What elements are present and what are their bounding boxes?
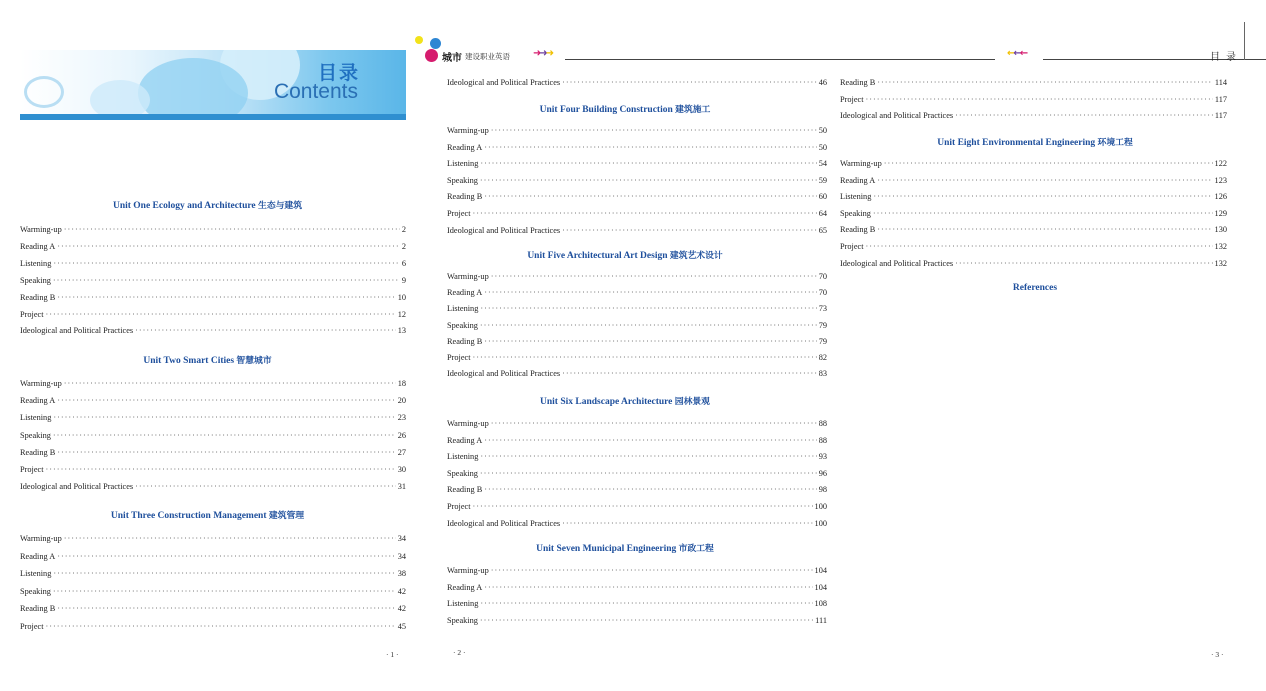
toc-entry-page: 93 (818, 452, 827, 462)
toc-entry (20, 275, 406, 286)
toc-entry (20, 447, 406, 458)
toc-entry-page: 117 (1214, 111, 1227, 120)
toc-entry (447, 287, 827, 298)
toc-entry-page: 31 (397, 482, 406, 492)
unit-title-cn: 园林景观 (674, 397, 710, 407)
toc-entry-page: 42 (397, 586, 406, 596)
toc-entry (20, 378, 406, 389)
toc-entry-page: 126 (1214, 192, 1227, 202)
dot-leader (57, 447, 395, 458)
dot-leader (46, 309, 396, 320)
toc-entry-label: Project (20, 621, 44, 631)
references-heading: References (1012, 283, 1058, 293)
dot-leader (64, 378, 396, 389)
toc-entry-label: Listening (447, 599, 479, 609)
toc-entry-label: Project (840, 242, 864, 251)
toc-entry-page: 100 (814, 518, 827, 528)
dot-leader (473, 352, 817, 363)
toc-entry-page: 79 (818, 336, 827, 346)
banner-decoration (138, 58, 248, 120)
toc-entry (447, 142, 827, 153)
dot-leader (480, 303, 816, 314)
unit-heading (0, 353, 415, 366)
dot-leader (866, 94, 1213, 105)
dot-leader (484, 582, 812, 593)
banner-title-cn: 目录 (317, 62, 360, 84)
toc-entry (20, 621, 406, 632)
toc-entry-label: Ideological and Political Practices (840, 111, 954, 120)
toc-entry (20, 224, 406, 235)
header-dot-icon (425, 49, 438, 62)
toc-entry-page: 130 (1214, 225, 1227, 235)
toc-entry-page: 2 (401, 225, 406, 234)
dot-leader (955, 110, 1213, 121)
toc-entry-label: Ideological and Political Practices (447, 78, 561, 87)
toc-entry-page: 64 (818, 209, 827, 218)
dot-leader (53, 275, 400, 286)
toc-entry (840, 241, 1227, 252)
dot-leader (480, 320, 817, 331)
dot-leader (866, 241, 1213, 252)
toc-entry-label: Reading A (447, 142, 483, 152)
toc-entry (447, 598, 827, 609)
unit-title: Unit One Ecology and Architecture (112, 201, 256, 211)
page-number: · 2 · (453, 648, 466, 657)
toc-entry (20, 292, 406, 303)
book-subtitle: 建设职业英语 (465, 52, 510, 61)
toc-entry-label: Reading A (447, 288, 483, 298)
toc-entry-label: Reading B (447, 336, 483, 346)
toc-entry-page: 88 (818, 435, 827, 445)
toc-entry (840, 110, 1227, 121)
toc-entry-label: Warming-up (447, 419, 489, 428)
toc-entry-page: 50 (818, 126, 827, 135)
toc-entry (840, 191, 1227, 202)
toc-entry-label: Listening (20, 569, 52, 578)
dot-leader (491, 565, 813, 576)
toc-entry (447, 615, 827, 626)
toc-entry (447, 175, 827, 186)
toc-entry (447, 125, 827, 136)
toc-entry (840, 208, 1227, 219)
dot-leader (562, 77, 817, 88)
banner-bar (20, 114, 406, 120)
dot-leader (53, 568, 395, 579)
toc-entry-page: 2 (401, 241, 406, 251)
toc-entry-label: Warming-up (840, 159, 882, 168)
toc-entry-page: 6 (401, 258, 406, 268)
toc-entry-label: Warming-up (447, 566, 489, 575)
toc-entry (20, 325, 406, 336)
book-title: 城市 (442, 53, 462, 64)
dot-leader (480, 615, 813, 626)
toc-entry-page: 132 (1214, 242, 1227, 251)
dot-leader (484, 435, 816, 446)
toc-entry-page: 13 (397, 326, 406, 336)
header-divider (1244, 22, 1245, 60)
unit-title: Unit Two Smart Cities (143, 356, 235, 366)
unit-title-cn: 建筑艺术设计 (669, 251, 723, 261)
toc-entry-page: 73 (818, 304, 827, 314)
dot-leader (873, 208, 1213, 219)
toc-entry-page: 79 (818, 320, 827, 330)
toc-entry-page: 34 (397, 534, 406, 543)
dot-leader (491, 418, 817, 429)
toc-entry-page: 104 (814, 582, 827, 592)
toc-entry-label: Reading B (447, 485, 483, 495)
toc-entry-page: 96 (818, 468, 827, 478)
toc-entry-label: Speaking (447, 468, 478, 478)
toc-entry-page: 100 (814, 502, 827, 511)
dot-leader (53, 258, 400, 269)
toc-entry (840, 94, 1227, 105)
toc-entry-label: Project (447, 353, 471, 362)
dot-leader (64, 533, 396, 544)
unit-heading (0, 508, 415, 521)
dot-leader (562, 518, 812, 529)
unit-title-cn: 建筑施工 (675, 105, 711, 115)
toc-entry (447, 484, 827, 495)
header-rule (835, 59, 995, 60)
page-2 (415, 0, 835, 691)
dot-leader (480, 451, 816, 462)
toc-entry-label: Listening (447, 304, 479, 314)
toc-entry-page: 122 (1214, 159, 1227, 168)
header-dot-icon (415, 36, 423, 44)
toc-entry (447, 271, 827, 282)
toc-entry (447, 501, 827, 512)
toc-entry (447, 352, 827, 363)
toc-entry-label: Reading A (20, 396, 56, 406)
dot-leader (135, 481, 396, 492)
toc-entry-page: 26 (397, 430, 406, 440)
dot-leader (57, 551, 395, 562)
header-rule (565, 59, 835, 60)
toc-entry (447, 320, 827, 331)
toc-entry (840, 77, 1227, 88)
toc-entry-page: 60 (818, 192, 827, 202)
unit-heading (415, 248, 835, 261)
unit-title: Unit Four Building Construction (539, 105, 673, 115)
toc-entry-page: 45 (397, 621, 406, 631)
dot-leader (877, 175, 1212, 186)
banner-title-en: Contents (273, 80, 358, 103)
toc-entry-page: 98 (818, 485, 827, 495)
header-arrows-icon: ←←← (1007, 48, 1027, 59)
dot-leader (562, 368, 817, 379)
toc-entry-label: Ideological and Political Practices (840, 258, 954, 268)
unit-heading (415, 541, 835, 554)
dot-leader (484, 142, 816, 153)
toc-entry-label: Project (20, 465, 44, 474)
toc-entry-page: 117 (1214, 94, 1227, 104)
toc-entry-label: Reading A (840, 175, 876, 185)
toc-entry-label: Ideological and Political Practices (447, 225, 561, 235)
toc-entry (447, 451, 827, 462)
toc-entry-label: Reading B (840, 78, 876, 87)
toc-entry-page: 38 (397, 569, 406, 578)
toc-entry (447, 582, 827, 593)
toc-entry-label: Listening (447, 452, 479, 462)
dot-leader (480, 158, 816, 169)
dot-leader (480, 598, 812, 609)
dot-leader (484, 336, 816, 347)
toc-entry-page: 82 (818, 353, 827, 362)
toc-entry-page: 65 (818, 225, 827, 235)
toc-entry-label: Speaking (840, 208, 871, 218)
section-title: 目录 (1210, 52, 1242, 63)
toc-entry (20, 258, 406, 269)
toc-entry (447, 468, 827, 479)
toc-entry-page: 129 (1214, 208, 1227, 218)
unit-title-cn: 智慧城市 (236, 356, 272, 366)
dot-leader (57, 603, 395, 614)
toc-entry (447, 225, 827, 236)
toc-entry-page: 10 (397, 292, 406, 302)
toc-entry (20, 395, 406, 406)
toc-entry-label: Reading A (447, 435, 483, 445)
toc-entry-label: Project (447, 209, 471, 218)
toc-entry (20, 533, 406, 544)
toc-entry (840, 175, 1227, 186)
dot-leader (480, 468, 817, 479)
unit-title: Unit Six Landscape Architecture (540, 397, 673, 407)
toc-entry-page: 46 (818, 78, 827, 87)
toc-entry-page: 70 (818, 272, 827, 281)
toc-entry (447, 368, 827, 379)
toc-entry-label: Warming-up (20, 225, 62, 234)
dot-leader (57, 241, 400, 252)
contents-banner (20, 50, 406, 120)
toc-entry-page: 104 (814, 566, 827, 575)
toc-entry-page: 54 (818, 159, 827, 169)
toc-entry (447, 336, 827, 347)
toc-entry (447, 77, 827, 88)
dot-leader (473, 501, 813, 512)
toc-entry-page: 34 (397, 551, 406, 561)
header-dot-icon (430, 38, 441, 49)
toc-entry (447, 435, 827, 446)
toc-entry-label: Ideological and Political Practices (20, 482, 134, 492)
toc-entry (20, 586, 406, 597)
toc-entry-label: Listening (20, 258, 52, 268)
toc-entry (20, 464, 406, 475)
toc-entry (840, 224, 1227, 235)
toc-entry-page: 88 (818, 419, 827, 428)
toc-entry-label: Warming-up (447, 126, 489, 135)
toc-entry-page: 123 (1214, 175, 1227, 185)
toc-entry (447, 191, 827, 202)
toc-entry (20, 241, 406, 252)
toc-entry (20, 551, 406, 562)
dot-leader (473, 208, 817, 219)
dot-leader (884, 158, 1213, 169)
dot-leader (562, 225, 817, 236)
toc-entry-label: Project (840, 94, 864, 104)
toc-entry-label: Reading B (20, 447, 56, 457)
page-number: · 1 · (386, 650, 399, 659)
toc-entry (447, 208, 827, 219)
toc-entry (447, 418, 827, 429)
toc-entry-label: Reading B (20, 292, 56, 302)
toc-entry-label: Reading B (840, 225, 876, 235)
dot-leader (480, 175, 817, 186)
unit-title-cn: 生态与建筑 (258, 201, 303, 211)
toc-entry-page: 27 (397, 447, 406, 457)
dot-leader (53, 586, 396, 597)
toc-entry-label: Warming-up (447, 272, 489, 281)
page-number: · 3 · (1211, 650, 1224, 659)
dot-leader (491, 271, 817, 282)
dot-leader (53, 412, 395, 423)
dot-leader (57, 292, 395, 303)
header-arrows-icon: ➜➜➜ (533, 48, 553, 59)
toc-entry-page: 42 (397, 604, 406, 613)
unit-title-cn: 建筑管理 (268, 511, 305, 521)
toc-entry-label: Warming-up (20, 534, 62, 543)
toc-entry (840, 158, 1227, 169)
toc-entry-label: Listening (840, 192, 872, 202)
toc-entry-label: Project (447, 502, 471, 511)
toc-entry-page: 111 (815, 615, 827, 625)
toc-entry-label: Ideological and Political Practices (20, 326, 134, 336)
toc-entry (447, 158, 827, 169)
toc-entry-label: Listening (20, 413, 52, 423)
toc-entry-page: 70 (818, 288, 827, 298)
toc-entry-label: Ideological and Political Practices (447, 518, 561, 528)
toc-entry (447, 518, 827, 529)
unit-heading (0, 198, 415, 211)
toc-entry-page: 59 (818, 175, 827, 185)
toc-entry-label: Reading B (447, 192, 483, 202)
unit-heading (415, 102, 835, 115)
banner-decoration (24, 76, 64, 108)
toc-entry-page: 114 (1214, 78, 1227, 87)
toc-entry (447, 565, 827, 576)
page-1 (0, 0, 415, 691)
toc-entry-label: Speaking (447, 175, 478, 185)
toc-entry-label: Speaking (20, 275, 51, 285)
unit-heading (415, 394, 835, 407)
toc-entry (447, 303, 827, 314)
toc-entry (840, 258, 1227, 269)
dot-leader (46, 621, 396, 632)
toc-entry-label: Reading A (20, 551, 56, 561)
toc-entry-page: 108 (814, 599, 827, 609)
toc-entry (20, 568, 406, 579)
toc-entry-label: Ideological and Political Practices (447, 369, 561, 379)
page-3 (835, 0, 1266, 691)
toc-entry (20, 309, 406, 320)
toc-entry-label: Speaking (447, 320, 478, 330)
toc-entry-page: 20 (397, 396, 406, 406)
unit-title-cn: 市政工程 (678, 544, 714, 554)
toc-entry-page: 9 (401, 275, 406, 285)
toc-entry (20, 412, 406, 423)
dot-leader (484, 484, 816, 495)
dot-leader (57, 395, 395, 406)
toc-entry-label: Warming-up (20, 379, 62, 388)
toc-entry-label: Speaking (20, 586, 51, 596)
dot-leader (484, 191, 816, 202)
dot-leader (877, 77, 1213, 88)
unit-title: Unit Eight Environmental Engineering (937, 138, 1096, 148)
dot-leader (955, 258, 1212, 269)
toc-entry (20, 481, 406, 492)
dot-leader (64, 224, 400, 235)
dot-leader (873, 191, 1212, 202)
toc-entry-page: 132 (1214, 258, 1227, 268)
toc-entry-page: 12 (397, 309, 406, 319)
toc-entry-label: Project (20, 309, 44, 319)
dot-leader (491, 125, 817, 136)
toc-entry-label: Listening (447, 159, 479, 169)
toc-entry (20, 430, 406, 441)
toc-entry (20, 603, 406, 614)
unit-title-cn: 环境工程 (1097, 138, 1133, 148)
toc-entry-label: Speaking (447, 615, 478, 625)
dot-leader (877, 224, 1212, 235)
dot-leader (53, 430, 396, 441)
toc-entry-page: 83 (818, 369, 827, 379)
toc-entry-page: 50 (818, 142, 827, 152)
toc-entry-label: Reading A (20, 241, 56, 251)
dot-leader (46, 464, 396, 475)
toc-entry-page: 18 (397, 379, 406, 388)
toc-entry-label: Speaking (20, 430, 51, 440)
toc-entry-page: 23 (397, 413, 406, 423)
unit-title: Unit Five Architectural Art Design (527, 251, 668, 261)
unit-heading (835, 135, 1235, 148)
unit-title: Unit Seven Municipal Engineering (536, 544, 677, 554)
toc-entry-label: Reading A (447, 582, 483, 592)
dot-leader (135, 325, 396, 336)
toc-entry-label: Reading B (20, 604, 56, 613)
dot-leader (484, 287, 816, 298)
unit-title: Unit Three Construction Management (110, 511, 267, 521)
toc-entry-page: 30 (397, 465, 406, 474)
